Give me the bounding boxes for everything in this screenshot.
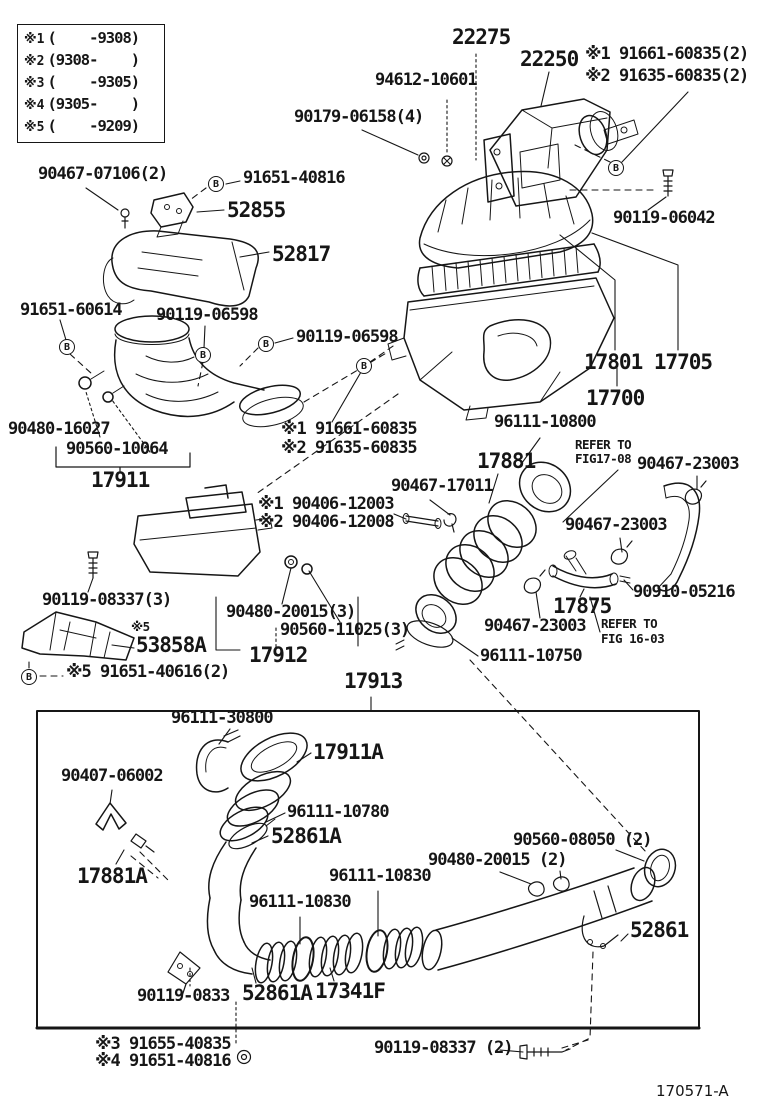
- part-label-90560-10064: 90560-10064: [66, 439, 168, 459]
- part-label-90119-08337-3: 90119-08337(3): [42, 590, 172, 610]
- part-label-90467-07106-2: 90467-07106(2): [38, 164, 168, 184]
- legend-key: ※1: [24, 32, 45, 47]
- part-label-52861a: 52861A: [271, 824, 341, 848]
- part-label-52861: 52861: [630, 918, 689, 942]
- part-label-2-90406-12008: ※2 90406-12008: [258, 512, 394, 532]
- part-label-5: ※5: [131, 619, 150, 634]
- fastener-marker-b: B: [195, 347, 211, 363]
- part-label-4-91651-40816: ※4 91651-40816: [95, 1051, 231, 1071]
- part-label-90119-06042: 90119-06042: [613, 208, 715, 228]
- legend-range: ( -9305): [47, 73, 140, 91]
- pipe-17875-drawing: [549, 549, 630, 588]
- part-label-22250: 22250: [520, 47, 579, 71]
- part-label-22275: 22275: [452, 25, 511, 49]
- part-label-52817: 52817: [272, 242, 331, 266]
- part-label-91651-60614: 91651-60614: [20, 300, 122, 320]
- legend-range: (9305- ): [47, 95, 140, 113]
- note-refer-to: REFER TO: [575, 437, 632, 452]
- legend-entry: [24, 94, 160, 116]
- part-label-3-91655-40835: ※3 91655-40835: [95, 1034, 231, 1054]
- legend-entry: [24, 116, 160, 138]
- part-label-90179-06158-4: 90179-06158(4): [294, 107, 424, 127]
- part-label-17913: 17913: [344, 669, 403, 693]
- legend-box: [17, 24, 165, 143]
- part-label-17801-17705: 17801 17705: [584, 350, 713, 374]
- part-label-90467-23003: 90467-23003: [484, 616, 586, 636]
- part-label-90467-17011: 90467-17011: [391, 476, 493, 496]
- part-label-90560-08050-2: 90560-08050 (2): [513, 830, 652, 850]
- part-label-17881: 17881: [477, 449, 536, 473]
- clamp-96111-30800-drawing: [197, 730, 240, 792]
- legend-range: ( -9308): [47, 29, 140, 47]
- part-label-96111-10750: 96111-10750: [480, 646, 582, 666]
- part-label-17341f: 17341F: [315, 979, 385, 1003]
- legend-range: (9308- ): [47, 51, 140, 69]
- part-label-90910-05216: 90910-05216: [633, 582, 735, 602]
- legend-key: ※3: [24, 76, 45, 91]
- legend-entry: [24, 50, 160, 72]
- note-fig-16-03: FIG 16-03: [601, 631, 665, 646]
- part-label-17881a: 17881A: [77, 864, 147, 888]
- part-label-52855: 52855: [227, 198, 286, 222]
- part-label-90560-11025-3: 90560-11025(3): [280, 620, 410, 640]
- part-label-17912: 17912: [249, 643, 308, 667]
- air-cleaner-case-drawing: [388, 278, 614, 420]
- part-label-17700: 17700: [586, 386, 645, 410]
- part-label-1-90406-12003: ※1 90406-12003: [258, 494, 394, 514]
- part-label-90119-08337-2: 90119-08337 (2): [374, 1038, 513, 1058]
- fastener-marker-b: B: [258, 336, 274, 352]
- fastener-marker-b: B: [356, 358, 372, 374]
- legend-range: ( -9209): [47, 117, 140, 135]
- legend-entry: [24, 72, 160, 94]
- part-label-90467-23003: 90467-23003: [637, 454, 739, 474]
- legend-key: ※5: [24, 120, 45, 135]
- part-label-96111-10830: 96111-10830: [249, 892, 351, 912]
- hose-17341F-drawing: [253, 926, 426, 984]
- bracket-53858A-drawing: [22, 612, 134, 660]
- part-label-2-91635-60835: ※2 91635-60835: [281, 438, 417, 458]
- note-refer-to: REFER TO: [601, 616, 658, 631]
- part-label-17911a: 17911A: [313, 740, 383, 764]
- part-label-96111-10830: 96111-10830: [329, 866, 431, 886]
- part-label-1-91661-60835: ※1 91661-60835: [281, 419, 417, 439]
- part-label-90480-16027: 90480-16027: [8, 419, 110, 439]
- part-label-53858a: 53858A: [136, 633, 206, 657]
- part-label-90407-06002: 90407-06002: [61, 766, 163, 786]
- note-fig-17-08: FIG17-08: [575, 451, 632, 466]
- legend-entry: [24, 28, 160, 50]
- part-label-17911: 17911: [91, 468, 150, 492]
- part-label-90119-06598: 90119-06598: [296, 327, 398, 347]
- part-label-90480-20015-2: 90480-20015 (2): [428, 850, 567, 870]
- hose-17881A-drawing: [96, 803, 154, 852]
- part-label-1-91661-60835-2: ※1 91661-60835(2): [585, 44, 749, 64]
- part-label-96111-30800: 96111-30800: [171, 708, 273, 728]
- part-label-90119-06598: 90119-06598: [156, 305, 258, 325]
- part-label-96111-10800: 96111-10800: [494, 412, 596, 432]
- hose-90910-drawing: [658, 483, 700, 591]
- fastener-marker-b: B: [608, 160, 624, 176]
- stud-90406-drawing: [403, 514, 456, 533]
- part-label-91651-40816: 91651-40816: [243, 168, 345, 188]
- part-label-52861a: 52861A: [242, 981, 312, 1005]
- fastener-marker-b: B: [59, 339, 75, 355]
- fastener-marker-b: B: [208, 176, 224, 192]
- part-label-2-91635-60835-2: ※2 91635-60835(2): [585, 66, 749, 86]
- part-label-90480-20015-3: 90480-20015(3): [226, 602, 356, 622]
- duct-52817-drawing: [103, 231, 258, 306]
- legend-key: ※4: [24, 98, 45, 113]
- figure-id-label: 170571-A: [656, 1082, 729, 1100]
- part-label-96111-10780: 96111-10780: [287, 802, 389, 822]
- fastener-marker-b: B: [21, 669, 37, 685]
- part-label-90119-0833: 90119-0833: [137, 986, 230, 1006]
- legend-key: ※2: [24, 54, 45, 69]
- part-label-17875: 17875: [553, 594, 612, 618]
- part-label-90467-23003: 90467-23003: [565, 515, 667, 535]
- part-label-94612-10601: 94612-10601: [375, 70, 477, 90]
- part-label-5-91651-40616-2: ※5 91651-40616(2): [66, 662, 230, 682]
